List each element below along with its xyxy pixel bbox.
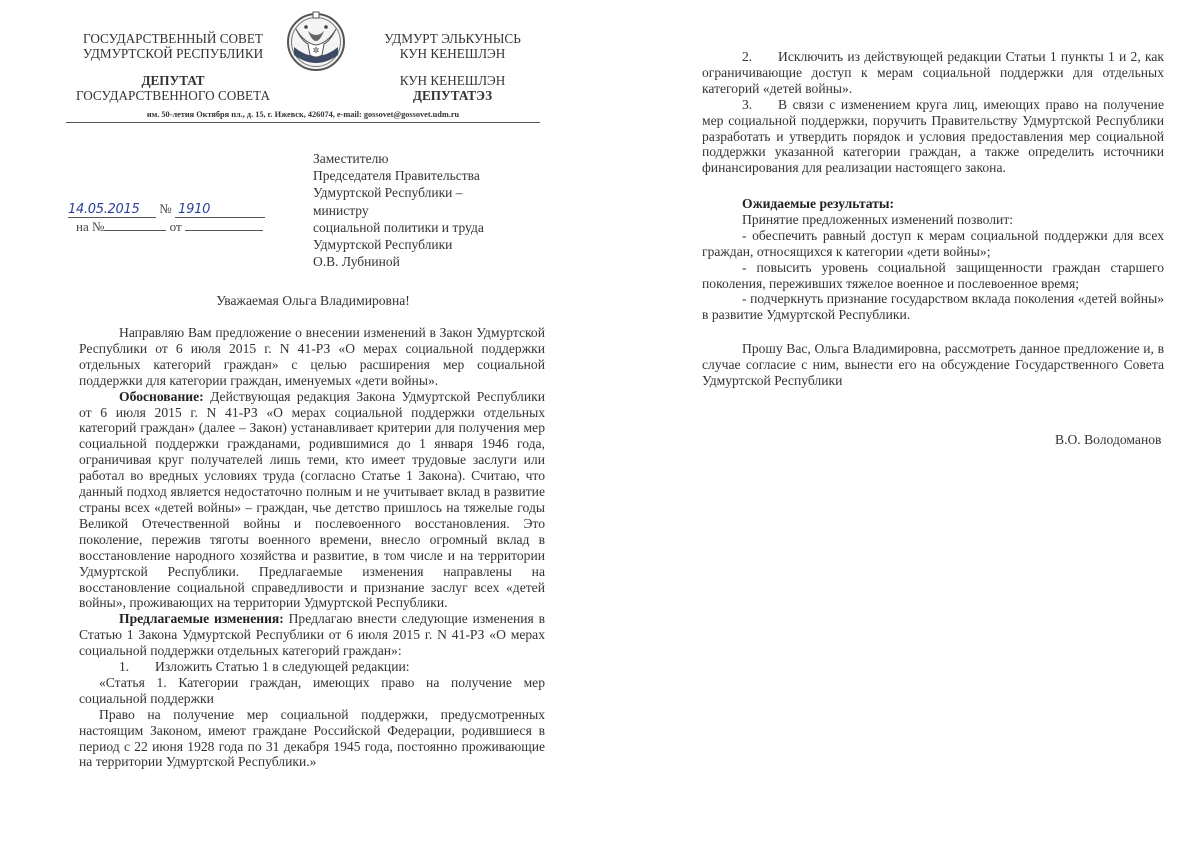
letterhead-line: ДЕПУТАТЭЗ	[412, 88, 493, 103]
letterhead-address: им. 50-летия Октября пл., д. 15, г. Ижевск, 426074, e-mail: gossovet@gossovet.udm.ru	[146, 110, 460, 119]
letterhead-left-org	[68, 31, 278, 61]
results-heading-text: Ожидаемые результаты:	[742, 196, 895, 211]
letterhead-left-title	[68, 73, 278, 103]
udmurtia-coat-of-arms-icon	[284, 11, 348, 73]
from-label: от	[169, 219, 182, 234]
results-bullet: - повысить уровень социальной защищенности граждан старшего поколения, переживших тяжелое военное и послевоенное время;	[702, 259, 1164, 291]
change-item-1	[79, 659, 545, 675]
addressee-line: Удмуртской Республики	[313, 237, 453, 253]
article-text: Право на получение мер социальной поддержки, предусмотренных настоящим Законом, имеют граждане Российской Федерации, родившиеся в период с 22 июня 1928 года по 31 декабря 1945 года, постоянно проживающие на территории Удмуртской Республики.»	[79, 706, 545, 770]
item-number: 3.	[742, 96, 753, 112]
registration-reply-row	[68, 219, 265, 237]
intro-paragraph: Направляю Вам предложение о внесении изменений в Закон Удмуртской Республики от 6 июля 2015 г. N 41-РЗ «О мерах социальной поддержки отдельных категорий граждан» с целью расширения мер социальной поддержки для категории граждан, именуемых «дети войны».	[79, 325, 545, 388]
letterhead-right-org	[360, 31, 545, 61]
registration-outgoing-row	[68, 201, 265, 219]
letterhead-line: КУН КЕНЕШЛЭН	[399, 73, 506, 88]
letterhead-line: ГОСУДАРСТВЕННЫЙ СОВЕТ	[83, 31, 263, 46]
letterhead-line: ДЕПУТАТ	[141, 73, 205, 88]
reply-to-label: на №	[76, 219, 105, 234]
change-item-2	[702, 49, 1164, 97]
results-bullet: - подчеркнуть признание государством вклада поколения «детей войны» в развитие Удмуртской Республики.	[702, 291, 1164, 323]
addressee-block	[313, 150, 484, 270]
changes-paragraph	[79, 611, 545, 659]
results-intro: Принятие предложенных изменений позволит:	[742, 211, 1014, 227]
letterhead-line: УДМУРТ ЭЛЬКУНЫСЬ	[384, 31, 521, 46]
number-label: №	[159, 201, 172, 216]
outgoing-date-field	[68, 201, 156, 218]
item-text: В связи с изменением круга лиц, имеющих право на получение мер социальной поддержки, поручить Правительству Удмуртской Республики разработать и утвердить порядок и условия предоставления мер социальной поддержки указанной категории граждан, а также определить источники финансирования для реализации настоящего закона.	[702, 96, 1164, 176]
letterhead-divider	[66, 122, 540, 123]
letter-body-part-1	[79, 325, 545, 770]
reply-date-field	[185, 230, 263, 231]
letterhead-line: КУН КЕНЕШЛЭН	[399, 46, 506, 61]
salutation: Уважаемая Ольга Владимировна!	[216, 293, 410, 308]
registration-block	[68, 201, 265, 237]
expected-results-section	[702, 196, 1164, 323]
addressee-line: Заместителю	[313, 151, 389, 166]
reply-number-field	[104, 230, 166, 231]
item-text: Исключить из действующей редакции Статьи 1 пункты 1 и 2, как ограничивающие доступ к мерам социальной поддержки для отдельных категорий «детей войны».	[702, 49, 1164, 96]
results-bullet: - обеспечить равный доступ к мерам социальной поддержки для всех граждан, относящихся к категории «дети войны»;	[702, 227, 1164, 259]
outgoing-number-field	[175, 201, 265, 218]
letterhead-line: УДМУРТСКОЙ РЕСПУБЛИКИ	[82, 46, 264, 61]
changes-heading: Предлагаемые изменения:	[119, 611, 284, 627]
results-heading	[702, 196, 1164, 212]
addressee-line: министру	[313, 202, 369, 218]
handwritten-date: 14.05.2015	[68, 202, 140, 217]
addressee-line: Удмуртской Республики –	[313, 185, 463, 201]
article-title: «Статья 1. Категории граждан, имеющих право на получение мер социальной поддержки	[79, 674, 545, 706]
addressee-line: социальной политики и труда	[313, 219, 484, 235]
letterhead-right-title	[360, 73, 545, 103]
closing-text: Прошу Вас, Ольга Владимировна, рассмотреть данное предложение и, в случае согласие с ним, вынести его на обсуждение Государственного Совета Удмуртской Республики	[702, 341, 1164, 388]
justification-paragraph	[79, 389, 545, 612]
addressee-line: О.В. Лубниной	[313, 254, 400, 270]
svg-text:✲: ✲	[312, 46, 320, 55]
handwritten-number: 1910	[178, 202, 211, 217]
justification-text: Действующая редакция Закона Удмуртской Республики от 6 июля 2015 г. N 41-РЗ «О мерах социальной поддержки отдельных категорий граждан» (далее – Закон) устанавливает критерии для получения мер социальной поддержки гражданами, родившимися до 1 января 1946 года, ограничивая круг получателей лишь теми, кто имеет трудовые заслуги или работал во вредных условиях труда (согласно Статье 1 Закона). Считаю, что данный подход является недостаточно полным и не учитывает вклад в развитие страны всех «детей войны» – граждан, чье детство пришлось на тяжелые годы Великой Отечественной войны и послевоенного восстановления. Это поколение, пережив тяготы военного времени, внесло огромный вклад в восстановление народного хозяйства и развитие, в том числе и на территории Удмуртской Республики. Предлагаемые изменения направлены на восстановление социальной справедливости и признание заслуг всех «детей войны», проживающих на территории Удмуртской Республики.	[79, 388, 545, 611]
change-item-3	[702, 97, 1164, 177]
letter-body-part-2	[702, 49, 1164, 176]
addressee-line: Председателя Правительства	[313, 168, 480, 184]
signature: В.О. Володоманов	[1055, 432, 1162, 447]
letterhead-line: ГОСУДАРСТВЕННОГО СОВЕТА	[75, 88, 271, 103]
changes-text: Предлагаю внести следующие изменения в Статью 1 Закона Удмуртской Республики от 6 июля 2015 г. N 41-РЗ «О мерах социальной поддержки отдельных категорий граждан»:	[79, 611, 545, 659]
item-number: 2.	[742, 49, 753, 64]
justification-heading: Обоснование:	[119, 388, 204, 404]
item-text: Изложить Статью 1 в следующей редакции:	[155, 659, 410, 675]
item-number: 1.	[119, 659, 130, 675]
closing-paragraph	[702, 341, 1164, 389]
